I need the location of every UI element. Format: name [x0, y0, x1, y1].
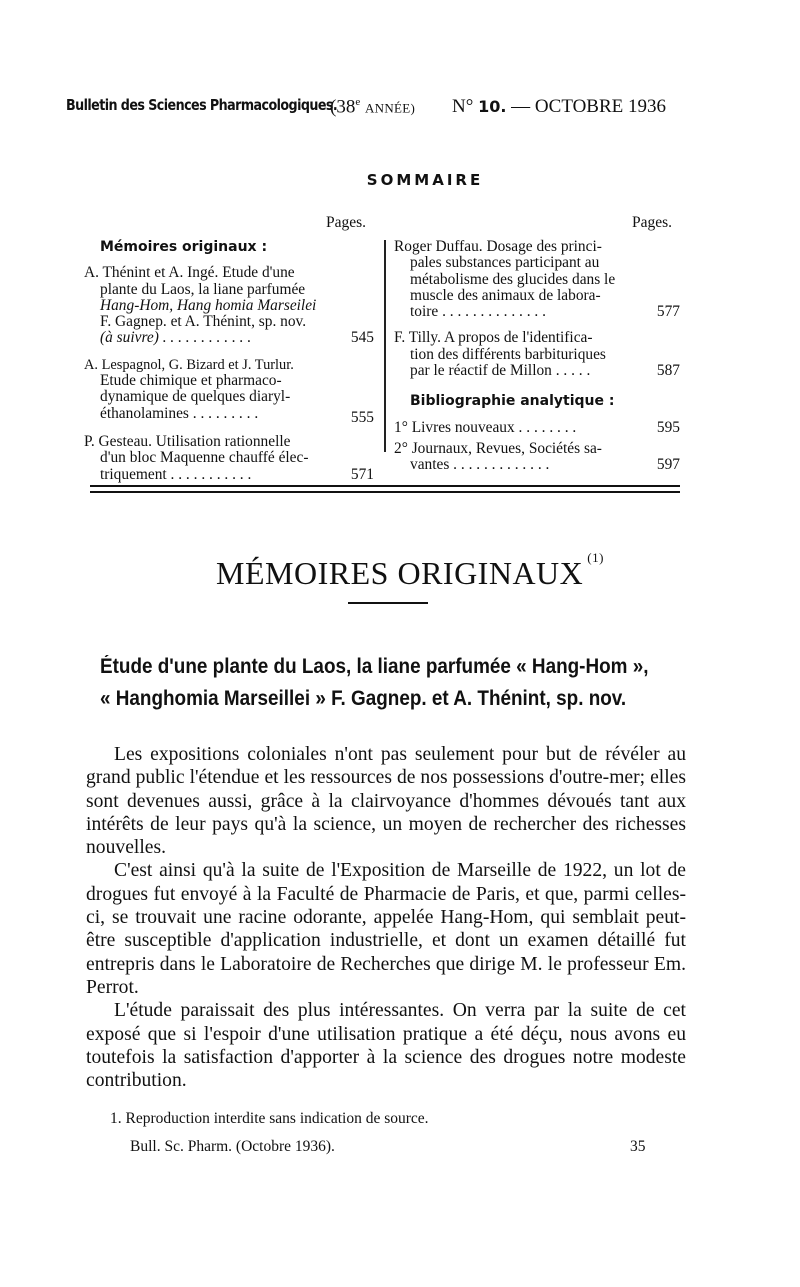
toc-right-column: [394, 239, 680, 474]
paragraph: C'est ainsi qu'à la suite de l'Exposition de Marseille de 1922, un lot de drogues fut envoyé à la Faculté de Pharmacie de Paris, et que, parmi celles-ci, se trouvait une racine odorante, appelée Hang-Hom, qui semblait peut-être susceptible d'application industrielle, et dont un examen détaillé fut entrepris dans le Laboratoire de Recherches que dirige M. le professeur Em. Perrot.: [86, 860, 686, 998]
toc-page: 571: [350, 465, 374, 483]
toc-page: 577: [656, 303, 680, 321]
toc-page: 587: [656, 362, 680, 380]
toc-line: (à suivre): [100, 329, 159, 347]
toc-line-leader: triquement . . . . . . . . . . . 571: [100, 465, 374, 483]
article-title-line: Étude d'une plante du Laos, la liane parfumée « Hang-Hom »,: [100, 655, 649, 678]
issue-date: — OCTOBRE 1936: [511, 96, 667, 117]
toc-line: F. Gagnep. et A. Thénint, sp. nov.: [100, 313, 307, 331]
pages-label-right: Pages.: [632, 214, 673, 231]
toc-line-leader: vantes . . . . . . . . . . . . . 597: [410, 456, 680, 474]
toc-line: dynamique de quelques diaryl-: [100, 388, 291, 406]
toc-line-leader: toire . . . . . . . . . . . . . . 577: [410, 303, 680, 321]
section-rule-top: [90, 485, 680, 487]
toc-line: triquement: [100, 465, 167, 483]
toc-entry[interactable]: [84, 434, 374, 483]
toc-entry[interactable]: [394, 330, 680, 379]
issue-number: 10.: [478, 97, 507, 116]
column-divider: [384, 240, 386, 452]
toc-entry[interactable]: [394, 420, 680, 436]
footnote-marker[interactable]: (1): [587, 550, 604, 565]
toc-line: Roger Duffau. Dosage des princi-: [394, 238, 602, 255]
pages-label-left: Pages.: [326, 214, 367, 231]
toc-line: éthanolamines: [100, 404, 189, 422]
footnote: 1. Reproduction interdite sans indication de source.: [110, 1110, 429, 1127]
journal-title: Bulletin des Sciences Pharmacologiques.: [66, 96, 338, 114]
toc-line-leader: 1° Livres nouveaux . . . . . . . . 595: [394, 418, 680, 436]
page-number: 35: [630, 1138, 646, 1155]
toc-line-leader: éthanolamines . . . . . . . . . 555: [100, 404, 374, 426]
toc-left-column: [84, 239, 374, 483]
toc-line: Etude chimique et pharmaco-: [100, 372, 282, 390]
toc-line: A. Thénint et A. Ingé. Etude d'une: [84, 264, 295, 282]
main-title: [0, 550, 800, 592]
issue-info: [452, 96, 666, 118]
toc-line: Hang-Hom, Hang homia Marseilei: [100, 296, 317, 314]
toc-line: métabolisme des glucides dans le: [410, 270, 616, 288]
toc-page: 597: [656, 456, 680, 474]
toc-line: tion des différents barbituriques: [410, 345, 606, 363]
toc-entry[interactable]: [394, 441, 680, 474]
toc-entry[interactable]: [84, 265, 374, 346]
toc-line: vantes: [410, 456, 450, 474]
toc-line: par le réactif de Millon: [410, 362, 552, 380]
issue-prefix: N°: [452, 96, 474, 117]
toc-line: F. Tilly. A propos de l'identifica-: [394, 329, 593, 347]
toc-line-leader: (à suivre) . . . . . . . . . . . . 545: [100, 329, 374, 347]
toc-entry[interactable]: [394, 239, 680, 320]
toc-line-leader: par le réactif de Millon . . . . . 587: [410, 362, 680, 380]
article-title-line: « Hanghomia Marseillei » F. Gagnep. et A. Thénint, sp. nov.: [100, 687, 627, 710]
toc-line: pales substances participant au: [410, 254, 600, 272]
sommaire-title: SOMMAIRE: [366, 171, 484, 189]
volume-year: [330, 96, 415, 118]
article-title: [100, 651, 649, 715]
main-title-text: MÉMOIRES ORIGINAUX: [216, 555, 584, 591]
toc-line: d'un bloc Maquenne chauffé élec-: [100, 449, 309, 467]
toc-heading-bibliographie: Bibliographie analytique :: [410, 393, 615, 410]
toc-line: 1° Livres nouveaux: [394, 418, 515, 436]
toc-line: muscle des animaux de labora-: [410, 286, 601, 304]
toc-entry[interactable]: [84, 356, 374, 426]
toc-line: 2° Journaux, Revues, Sociétés sa-: [394, 439, 602, 457]
toc-line: A. Lespagnol, G. Bizard et J. Turlur.: [84, 356, 294, 373]
toc-page: 555: [350, 408, 374, 426]
toc-heading-memoires: Mémoires originaux :: [100, 239, 268, 255]
article-body: [86, 743, 686, 1092]
toc-page: 545: [350, 329, 374, 347]
toc-page: 595: [656, 418, 680, 436]
year-word: ANNÉE): [364, 100, 416, 116]
toc-line: P. Gesteau. Utilisation rationnelle: [84, 432, 291, 450]
year-open: (38: [330, 96, 356, 118]
year-sup: e: [355, 96, 361, 108]
toc-line: plante du Laos, la liane parfumée: [100, 280, 306, 298]
paragraph: L'étude paraissait des plus intéressantes. On verra par la suite de cet exposé que si l'espoir d'une utilisation pratique a été déçu, nous avons eu toutefois la satisfaction d'apporter à la science des drogues notre modeste contribution.: [86, 1000, 686, 1092]
toc-line: toire: [410, 303, 439, 321]
section-rule-bottom: [90, 491, 680, 493]
paragraph: Les expositions coloniales n'ont pas seulement pour but de révéler au grand public l'étendue et les ressources de nos possessions d'outre-mer; elles sont devenues aussi, grâce à la clairvoyance d'hommes dévoués tant aux intérêts de leur pays qu'à la science, un moyen de rechercher des richesses nouvelles.: [86, 744, 686, 859]
title-underline: [348, 602, 428, 604]
running-footer: Bull. Sc. Pharm. (Octobre 1936).: [130, 1138, 335, 1155]
